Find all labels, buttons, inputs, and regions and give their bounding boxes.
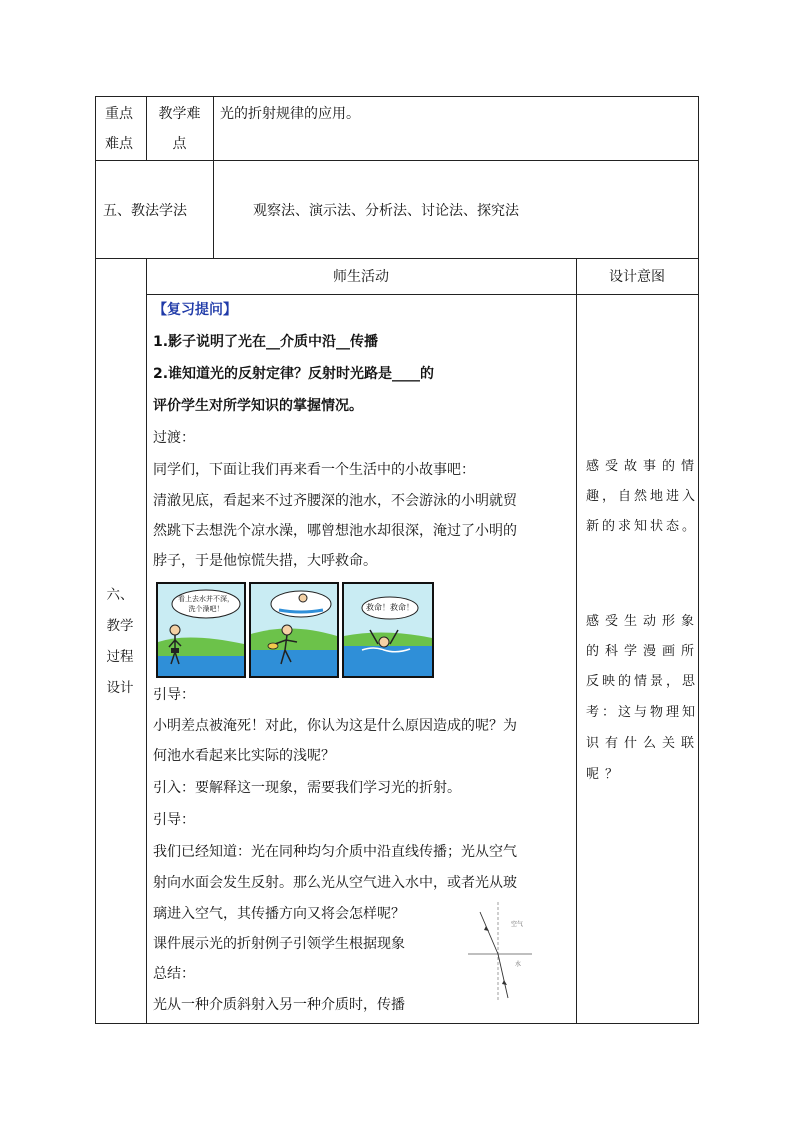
summary-line: 光从一种介质斜射入另一种介质时，传播 <box>153 997 405 1013</box>
process-label-line-2: 教学 <box>106 618 134 634</box>
header-divider <box>146 294 699 295</box>
story-line-1: 清澈见底，看起来不过齐腰深的池水，不会游泳的小明就贸 <box>153 493 517 509</box>
process-label-line-1: 六、 <box>106 587 134 603</box>
key-points-label-line-2: 难点 <box>105 136 133 152</box>
story-intro: 同学们，下面让我们再来看一个生活中的小故事吧： <box>153 462 475 478</box>
comic-panel-1 <box>156 582 246 678</box>
summary-label: 总结： <box>153 966 195 982</box>
story-line-2: 然跳下去想洗个凉水澡，哪曾想池水却很深，淹过了小明的 <box>153 523 517 539</box>
review-question-2: 2.谁知道光的反射定律？反射时光路是____的 <box>153 366 435 382</box>
intent-1-line-1: 感受故事的情 <box>586 459 701 474</box>
table-border-left <box>95 96 96 1024</box>
process-label-line-4: 设计 <box>106 680 134 696</box>
guide-2-line-3: 璃进入空气，其传播方向又将会怎样呢？ <box>153 906 405 922</box>
comic-panel-2-art <box>251 584 337 676</box>
diagram-label-air: 空气 <box>511 921 524 928</box>
intent-1-line-2: 趣，自然地进入 <box>586 489 699 504</box>
methods-label: 五、教法学法 <box>103 203 187 219</box>
review-question-1: 1.影子说明了光在__介质中沿__传播 <box>153 334 379 350</box>
comic-bubble-1: 看上去水并不深，洗个澡吧！ <box>178 595 234 613</box>
key-points-label-line-1: 重点 <box>105 106 133 122</box>
row-divider-2 <box>95 258 699 259</box>
methods-content: 观察法、演示法、分析法、讨论法、探究法 <box>253 203 519 219</box>
row-divider-1 <box>95 160 699 161</box>
header-intent: 设计意图 <box>609 269 665 285</box>
guide-label-2: 引导： <box>153 812 195 828</box>
key-points-content: 光的折射规律的应用。 <box>220 106 360 122</box>
difficulty-label-line-2: 点 <box>172 136 187 152</box>
comic-panel-3 <box>342 582 434 678</box>
diagram-label-water: 水 <box>515 961 522 968</box>
intent-2-line-2: 的科学漫画所 <box>586 644 701 659</box>
header-activity: 师生活动 <box>333 269 389 285</box>
col-divider-d <box>576 258 577 1024</box>
intent-2-line-1: 感受生动形象 <box>586 614 701 629</box>
guide-2-line-1: 我们已经知道：光在同种均匀介质中沿直线传播；光从空气 <box>153 844 517 860</box>
transition-label: 过渡： <box>153 430 195 446</box>
comic-panel-2 <box>249 582 339 678</box>
table-border-top <box>95 96 699 97</box>
table-border-right <box>698 96 699 1024</box>
comic-panel-3-art <box>344 584 432 676</box>
courseware-text: 课件展示光的折射例子引领学生根据现象 <box>153 936 405 952</box>
intent-2-line-3: 反映的情景，思 <box>586 674 699 689</box>
col-divider-b <box>213 96 214 259</box>
intent-2-line-4: 考：这与物理知 <box>586 705 699 720</box>
introduce-text: 引入：要解释这一现象，需要我们学习光的折射。 <box>153 780 461 796</box>
review-title: 【复习提问】 <box>153 302 237 318</box>
guide-label-1: 引导： <box>153 687 195 703</box>
guide-1-line-1: 小明差点被淹死！对此，你认为这是什么原因造成的呢？为 <box>153 718 517 734</box>
guide-2-line-2: 射向水面会发生反射。那么光从空气进入水中，或者光从玻 <box>153 875 517 891</box>
col-divider-c <box>146 258 147 1024</box>
table-border-bottom <box>95 1023 699 1024</box>
guide-1-line-2: 何池水看起来比实际的浅呢？ <box>153 748 335 764</box>
comic-bubble-3: 救命！救命！ <box>366 603 414 612</box>
difficulty-label-line-1: 教学难 <box>158 106 201 122</box>
refraction-diagram <box>462 898 538 1006</box>
intent-2-line-6: 呢？ <box>586 767 625 782</box>
intent-2-line-5: 识有什么关联 <box>586 736 701 751</box>
evaluate-text: 评价学生对所学知识的掌握情况。 <box>153 398 363 414</box>
intent-1-line-3: 新的求知状态。 <box>586 519 699 534</box>
story-line-3: 脖子，于是他惊慌失措，大呼救命。 <box>153 553 377 569</box>
process-label-line-3: 过程 <box>106 649 134 665</box>
